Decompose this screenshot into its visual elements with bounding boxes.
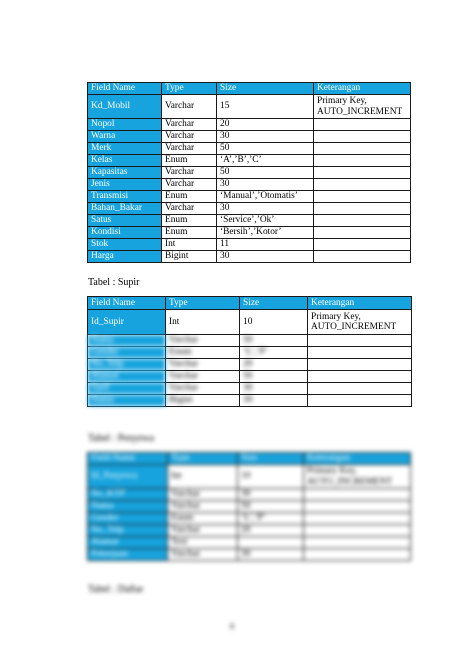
keterangan-cell [308,395,412,407]
keterangan-cell [314,227,411,239]
keterangan-cell [314,143,411,155]
header-field-name: Field Name [88,297,166,310]
table-row [88,335,412,347]
type-cell: Varchar [162,143,217,155]
type-cell: Enum [166,347,240,359]
table-row [88,537,411,549]
keterangan-cell [304,537,411,549]
table-row [88,549,411,561]
field-cell: Nama [88,501,168,513]
field-cell: Gender [88,513,168,525]
table-row [88,179,411,191]
header-keterangan: Keterangan [304,453,411,465]
field-cell: Jenis [88,179,162,191]
size-cell: ‘L’,’P’ [238,513,304,525]
field-cell: Alamat [88,371,166,383]
keterangan-cell [304,549,411,561]
table-row [88,143,411,155]
keterangan-cell [308,371,412,383]
size-cell: 20 [217,119,314,131]
size-cell: 30 [217,179,314,191]
keterangan-cell [314,167,411,179]
keterangan-cell: Primary Key, AUTO_INCREMENT [314,95,411,119]
table-row [88,227,411,239]
field-cell: Nama [88,335,166,347]
size-cell: ‘Service’,’Ok’ [217,215,314,227]
size-cell [238,537,304,549]
type-cell: Enum [162,191,217,203]
type-cell: Int [168,465,238,489]
table-header-row [88,453,411,465]
keterangan-cell [314,131,411,143]
field-cell: Harga [88,251,162,263]
table-row [88,525,411,537]
table-row [88,131,411,143]
table-row [88,310,412,335]
field-cell: Tarif [88,383,166,395]
keterangan-cell [308,335,412,347]
field-cell: Kd_Mobil [88,95,162,119]
keterangan-cell [308,347,412,359]
type-cell: Bigint [166,395,240,407]
field-cell: Bahan_Bakar [88,203,162,215]
field-cell: Warna [88,131,162,143]
table-row [88,359,412,371]
field-cell: Gender [88,347,166,359]
caption-tabel-supir: Tabel : Supir [88,277,140,288]
keterangan-cell [304,489,411,501]
header-type: Type [162,83,217,95]
type-cell: Varchar [166,371,240,383]
type-cell: Varchar [162,131,217,143]
type-cell: Varchar [168,525,238,537]
keterangan-cell [314,239,411,251]
type-cell: Varchar [162,179,217,191]
keterangan-cell [314,251,411,263]
table-row [88,371,412,383]
field-cell: Pekerjaan [88,549,168,561]
table-header-row [88,83,411,95]
keterangan-cell: Primary Key, AUTO_INCREMENT [304,465,411,489]
table-row [88,513,411,525]
type-cell: Enum [162,155,217,167]
table-row [88,347,412,359]
size-cell: 11 [217,239,314,251]
field-cell: Satus [88,215,162,227]
table-row [88,215,411,227]
keterangan-cell [314,179,411,191]
header-size: Size [240,297,308,310]
header-field-name: Field Name [88,83,162,95]
keterangan-cell [304,525,411,537]
field-cell: Stok [88,239,162,251]
size-cell: 50 [240,371,308,383]
keterangan-cell [314,203,411,215]
type-cell: Varchar [162,119,217,131]
keterangan-cell [308,383,412,395]
keterangan-cell [314,119,411,131]
table-row [88,239,411,251]
size-cell: 50 [217,167,314,179]
header-type: Type [166,297,240,310]
keterangan-cell [314,215,411,227]
size-cell: 30 [217,131,314,143]
table-row [88,167,411,179]
field-cell: No_Telp [88,359,166,371]
table-row [88,119,411,131]
table-row [88,395,412,407]
field-cell: Kapasitas [88,167,162,179]
type-cell: Text [168,537,238,549]
size-cell: 50 [238,501,304,513]
table-row [88,155,411,167]
caption-tabel-daftar: Tabel : Daftar [88,584,144,595]
size-cell: 10 [240,310,308,335]
size-cell: 30 [238,549,304,561]
type-cell: Enum [168,513,238,525]
size-cell: 30 [240,395,308,407]
table-row [88,501,411,513]
field-cell: Alamat [88,537,168,549]
table-row [88,95,411,119]
size-cell: ‘Manual’,’Otomatis’ [217,191,314,203]
header-keterangan: Keterangan [308,297,412,310]
keterangan-cell [314,191,411,203]
size-cell: 30 [217,251,314,263]
table-row [88,465,411,489]
size-cell: 20 [238,525,304,537]
keterangan-cell [314,155,411,167]
size-cell: 20 [240,359,308,371]
type-cell: Varchar [162,203,217,215]
field-cell: Nopol [88,119,162,131]
type-cell: Enum [162,227,217,239]
size-cell: 30 [238,489,304,501]
type-cell: Varchar [166,383,240,395]
header-size: Size [238,453,304,465]
field-cell: Id_Supir [88,310,166,335]
field-cell: No_Telp [88,525,168,537]
size-cell: 50 [217,143,314,155]
type-cell: Varchar [168,489,238,501]
type-cell: Varchar [168,501,238,513]
size-cell: 50 [240,335,308,347]
keterangan-cell [308,359,412,371]
field-cell: Transmisi [88,191,162,203]
size-cell: 15 [217,95,314,119]
mobil-table [87,82,411,263]
header-size: Size [217,83,314,95]
table-header-row [88,297,412,310]
type-cell: Varchar [162,167,217,179]
supir-table [87,296,412,407]
size-cell: 30 [217,203,314,215]
field-cell: Id_Penyewa [88,465,168,489]
field-cell: Kondisi [88,227,162,239]
header-field-name: Field Name [88,453,168,465]
table-row [88,489,411,501]
table-row [88,383,412,395]
type-cell: Varchar [166,335,240,347]
penyewa-table [87,452,411,561]
type-cell: Bigint [162,251,217,263]
type-cell: Enum [162,215,217,227]
table-row [88,191,411,203]
page-number: 8 [230,622,234,631]
type-cell: Varchar [162,95,217,119]
type-cell: Int [166,310,240,335]
table-row [88,251,411,263]
keterangan-cell [304,501,411,513]
keterangan-cell [304,513,411,525]
field-cell: Merk [88,143,162,155]
type-cell: Int [162,239,217,251]
size-cell: ‘L’,’P’ [240,347,308,359]
field-cell: No_KTP [88,489,168,501]
header-type: Type [168,453,238,465]
caption-tabel-penyewa: Tabel : Penyewa [88,433,154,444]
header-keterangan: Keterangan [314,83,411,95]
table-row [88,203,411,215]
keterangan-cell: Primary Key, AUTO_INCREMENT [308,310,412,335]
type-cell: Varchar [166,359,240,371]
size-cell: ‘Bersih’,’Kotor’ [217,227,314,239]
field-cell: Kelas [88,155,162,167]
type-cell: Varchar [168,549,238,561]
size-cell: 10 [238,465,304,489]
size-cell: ‘A’,’B’,’C’ [217,155,314,167]
size-cell: 30 [240,383,308,395]
field-cell: Status [88,395,166,407]
